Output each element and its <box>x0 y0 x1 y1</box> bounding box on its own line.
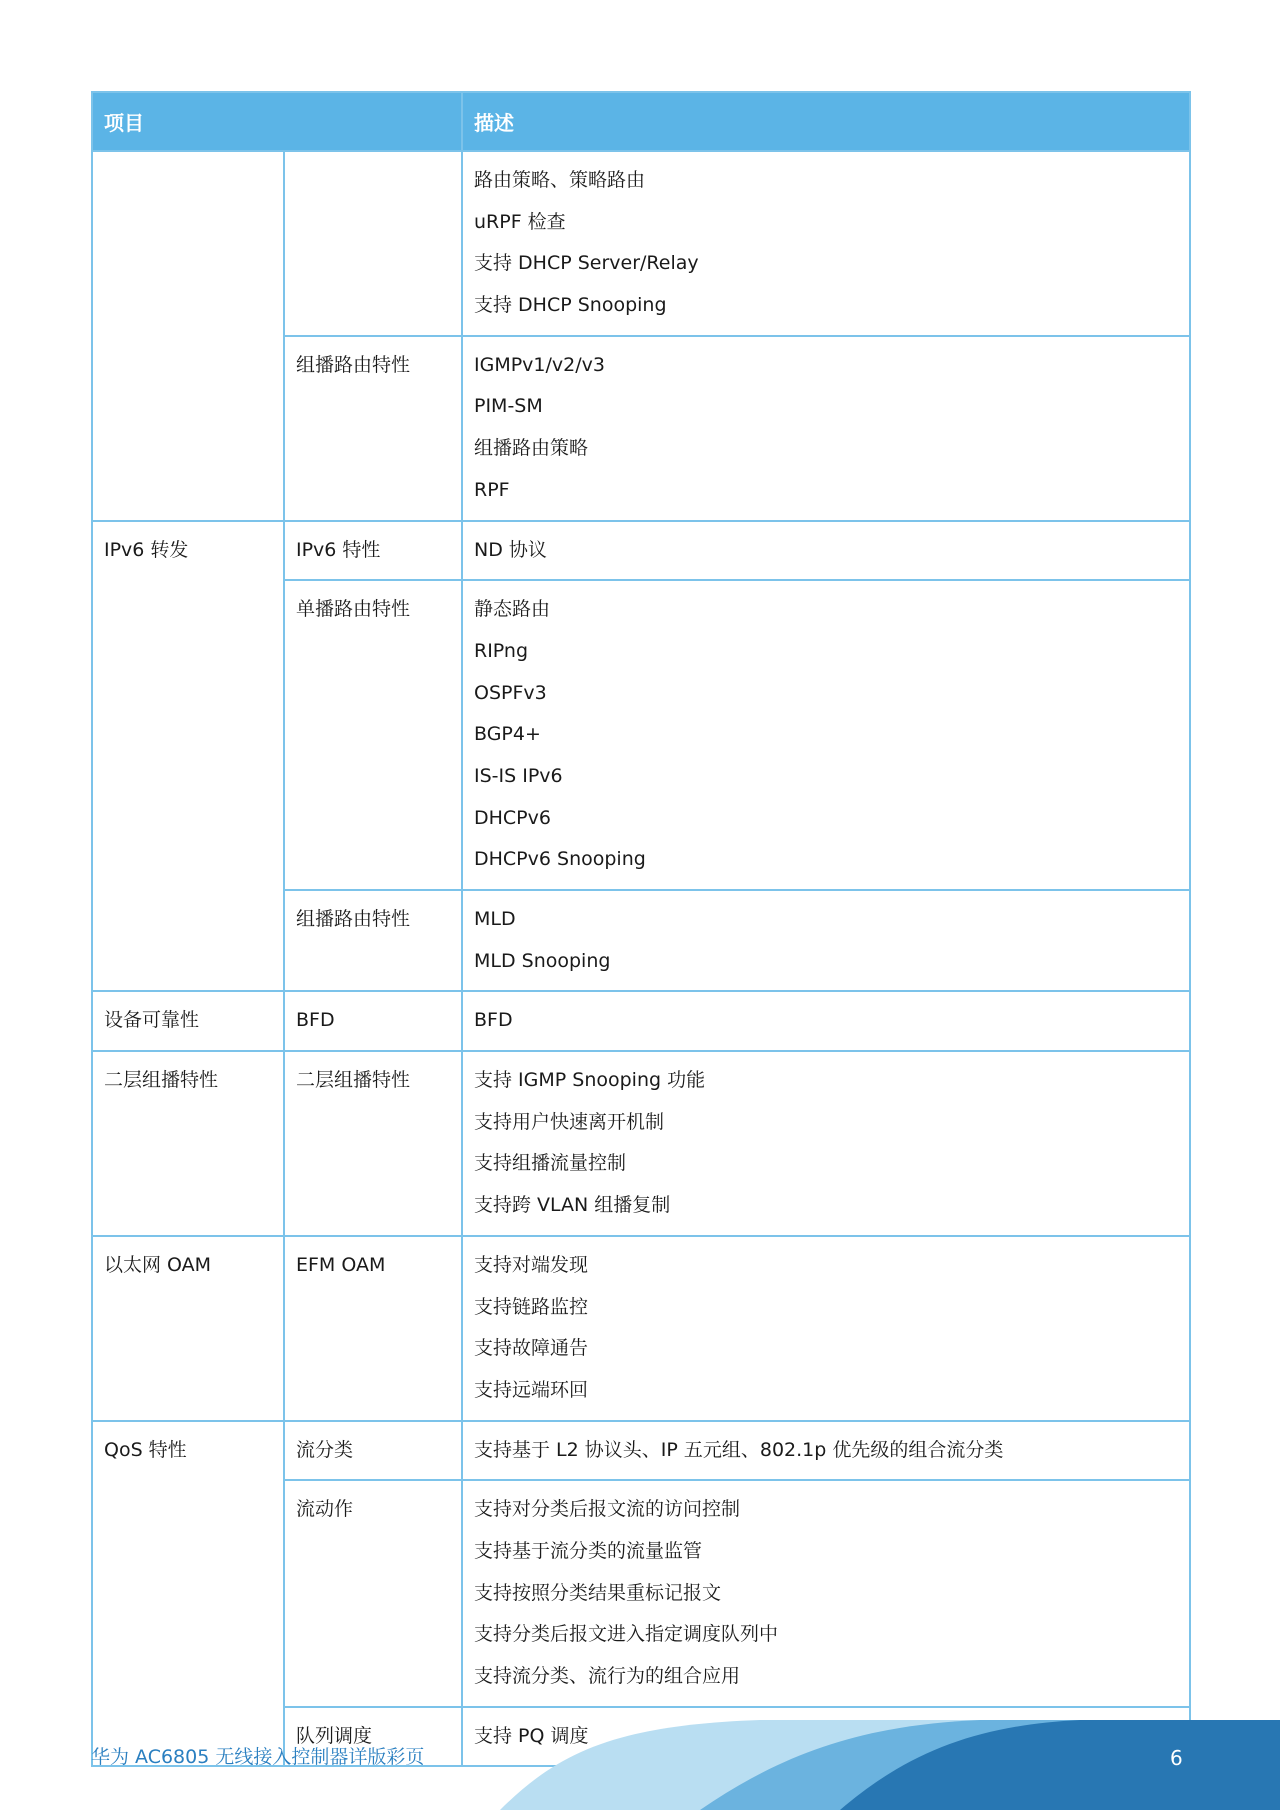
subcategory-label: 组播路由特性 <box>296 908 411 930</box>
subcategory-label: BFD <box>296 1009 335 1032</box>
category-cell <box>92 1236 284 1421</box>
desc-cell <box>462 521 1190 581</box>
desc-line: MLD Snooping <box>474 949 611 972</box>
desc-line: DHCPv6 Snooping <box>474 848 646 871</box>
subcategory-cell <box>284 890 462 991</box>
subcategory-cell <box>284 336 462 521</box>
desc-line: BFD <box>474 1009 513 1032</box>
desc-cell <box>462 890 1190 991</box>
desc-line: 路由策略、策略路由 <box>474 169 646 191</box>
table-row <box>92 1421 1190 1481</box>
spec-table <box>91 91 1191 1767</box>
subcategory-cell <box>284 521 462 581</box>
subcategory-label: 队列调度 <box>296 1724 373 1747</box>
desc-cell <box>462 1421 1190 1481</box>
table-row <box>92 1051 1190 1236</box>
desc-line: 支持跨 VLAN 组播复制 <box>474 1194 671 1217</box>
category-label: 以太网 OAM <box>104 1253 212 1276</box>
desc-cell <box>462 1236 1190 1421</box>
desc-line: 支持 DHCP Server/Relay <box>474 252 699 275</box>
subcategory-label: EFM OAM <box>296 1253 386 1276</box>
subcategory-cell <box>284 1051 462 1236</box>
desc-line: 支持按照分类结果重标记报文 <box>474 1581 722 1604</box>
desc-line: 支持组播流量控制 <box>474 1152 627 1175</box>
desc-line: DHCPv6 <box>474 806 551 829</box>
desc-line: RPF <box>474 478 510 501</box>
category-cell <box>92 151 284 521</box>
desc-line: uRPF 检查 <box>474 210 566 233</box>
desc-line: 支持 IGMP Snooping 功能 <box>474 1069 706 1092</box>
subcategory-cell <box>284 1480 462 1706</box>
category-label: 二层组播特性 <box>104 1069 219 1092</box>
desc-cell <box>462 580 1190 890</box>
subcategory-label: 流动作 <box>296 1498 354 1521</box>
header-desc: 描述 <box>462 92 1190 151</box>
desc-line: 支持 PQ 调度 <box>474 1724 589 1747</box>
subcategory-label: 流分类 <box>296 1438 354 1461</box>
subcategory-label: 组播路由特性 <box>296 353 411 376</box>
desc-line: 支持 DHCP Snooping <box>474 294 667 317</box>
desc-cell <box>462 991 1190 1051</box>
desc-line: PIM-SM <box>474 395 543 418</box>
subcategory-cell <box>284 1236 462 1421</box>
subcategory-label: IPv6 特性 <box>296 538 381 561</box>
category-cell <box>92 521 284 992</box>
desc-cell <box>462 1051 1190 1236</box>
desc-line: 支持故障通告 <box>474 1337 589 1360</box>
desc-line: 支持用户快速离开机制 <box>474 1110 665 1133</box>
desc-line: MLD <box>474 908 516 930</box>
table-row <box>92 521 1190 581</box>
desc-cell <box>462 336 1190 521</box>
desc-line: OSPFv3 <box>474 681 547 704</box>
desc-line: IGMPv1/v2/v3 <box>474 353 605 376</box>
table-row <box>92 991 1190 1051</box>
footer-title: 华为 AC6805 无线接入控制器详版彩页 <box>91 1746 425 1768</box>
table-row <box>92 1236 1190 1421</box>
desc-line: 支持远端环回 <box>474 1378 589 1401</box>
subcategory-label: 二层组播特性 <box>296 1069 411 1092</box>
desc-line: 支持对端发现 <box>474 1253 589 1276</box>
desc-cell <box>462 1480 1190 1706</box>
desc-line: BGP4+ <box>474 723 541 746</box>
category-label: 设备可靠性 <box>104 1009 200 1032</box>
category-label: IPv6 转发 <box>104 538 189 561</box>
desc-line: 支持基于 L2 协议头、IP 五元组、802.1p 优先级的组合流分类 <box>474 1438 1004 1461</box>
page-number: 6 <box>1170 1746 1183 1770</box>
desc-line: 静态路由 <box>474 598 551 621</box>
subcategory-cell <box>284 151 462 336</box>
desc-line: ND 协议 <box>474 538 547 561</box>
desc-line: IS-IS IPv6 <box>474 764 563 787</box>
desc-line: 支持链路监控 <box>474 1295 589 1318</box>
subcategory-label: 单播路由特性 <box>296 598 411 621</box>
desc-cell <box>462 151 1190 336</box>
desc-line: RIPng <box>474 639 529 662</box>
table-header-row <box>92 92 1190 151</box>
desc-line: 支持基于流分类的流量监管 <box>474 1539 703 1562</box>
subcategory-cell <box>284 991 462 1051</box>
desc-line: 支持流分类、流行为的组合应用 <box>474 1665 741 1687</box>
category-label: QoS 特性 <box>104 1438 187 1461</box>
desc-line: 组播路由策略 <box>474 437 589 460</box>
subcategory-cell <box>284 580 462 890</box>
category-cell <box>92 991 284 1051</box>
table-row <box>92 151 1190 336</box>
header-item: 项目 <box>92 92 462 151</box>
desc-line: 支持对分类后报文流的访问控制 <box>474 1498 741 1521</box>
subcategory-cell <box>284 1421 462 1481</box>
desc-line: 支持分类后报文进入指定调度队列中 <box>474 1623 779 1646</box>
category-cell <box>92 1051 284 1236</box>
